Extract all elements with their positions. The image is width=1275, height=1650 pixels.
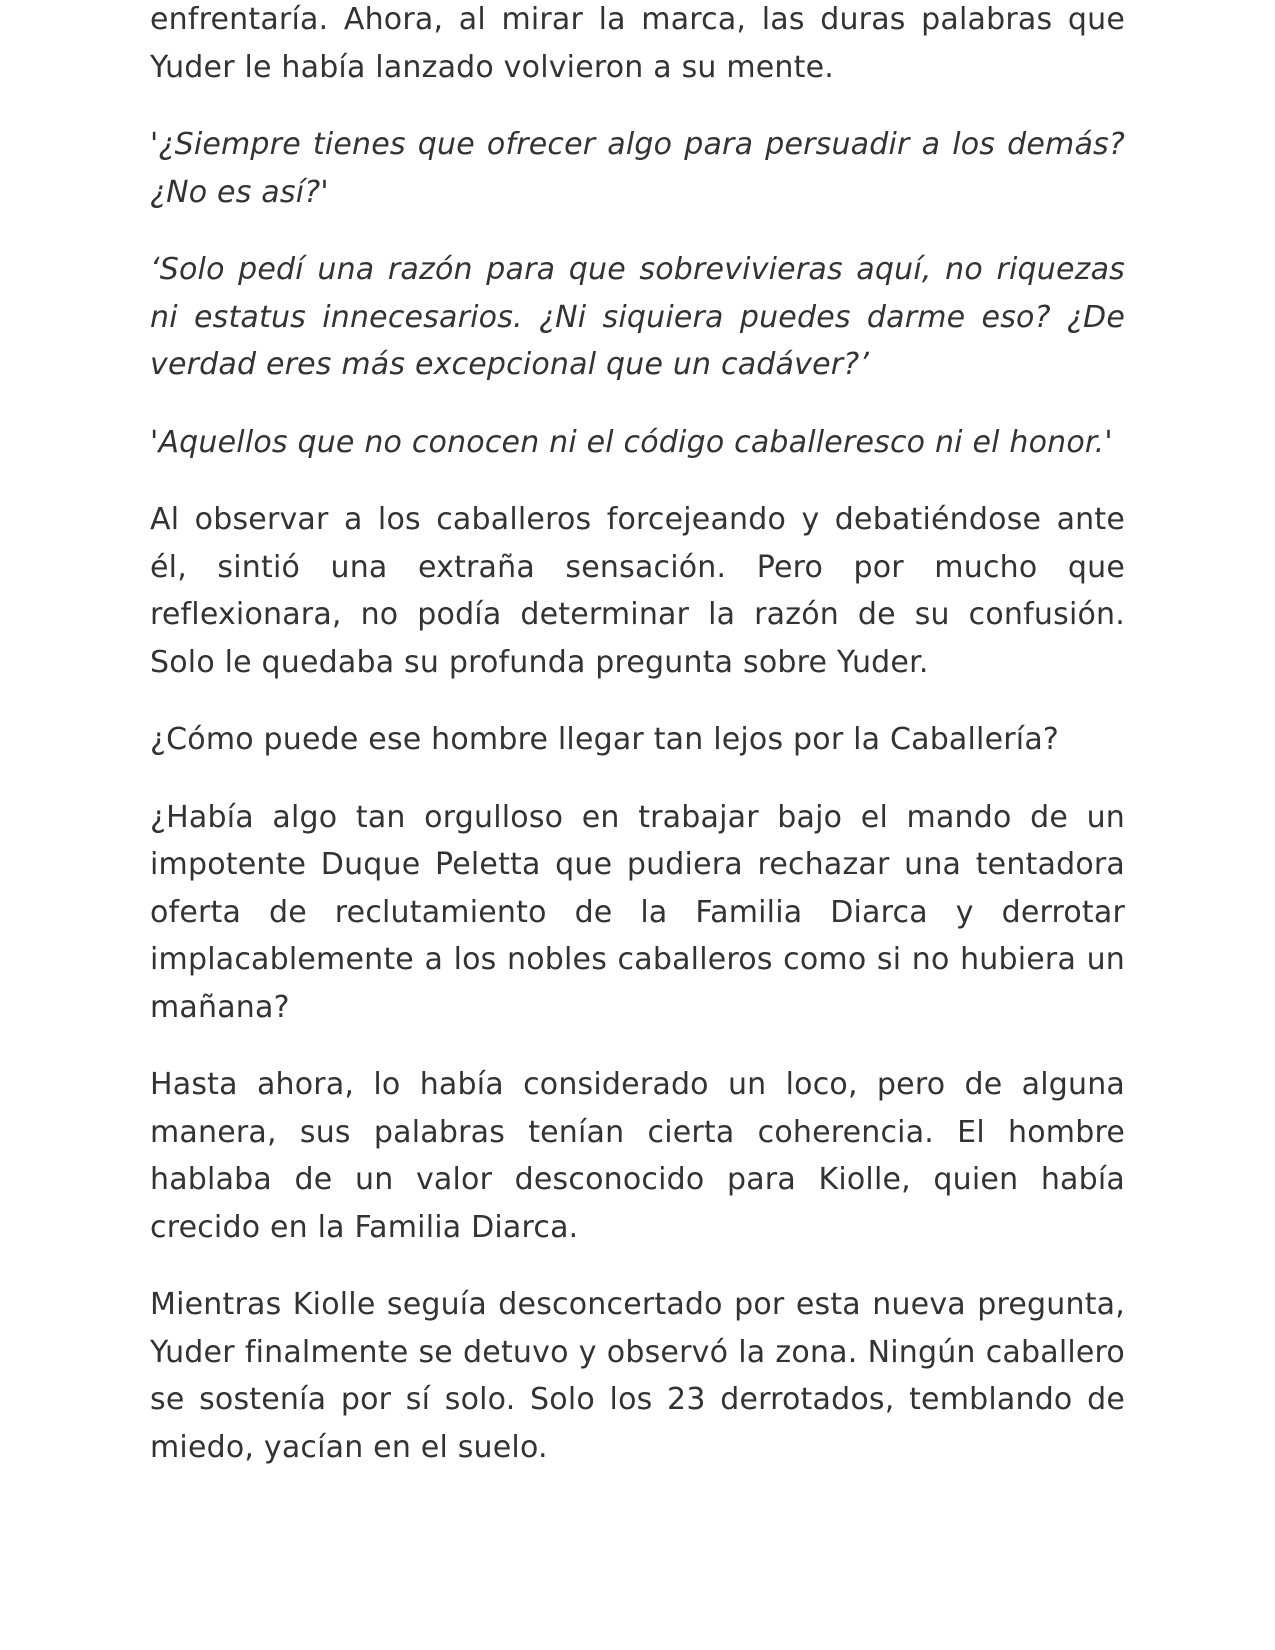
paragraph-8: Hasta ahora, lo había considerado un loco, pero de alguna manera, sus palabras tenían cierta coherencia. El hombre hablaba de un valor desconocido para Kiolle, quien había crecido en la Familia Diarca. bbox=[150, 1067, 1125, 1245]
paragraph-9: Mientras Kiolle seguía desconcertado por esta nueva pregunta, Yuder finalmente se detuvo y observó la zona. Ningún caballero se sostenía por sí solo. Solo los 23 derrotados, temblando de miedo, yacían en el suelo. bbox=[150, 1287, 1125, 1465]
paragraph-7: ¿Había algo tan orgulloso en trabajar bajo el mando de un impotente Duque Peletta que pudiera rechazar una tentadora oferta de reclutamiento de la Familia Diarca y derrotar implacablemente a los nobles caballeros como si no hubiera un mañana? bbox=[150, 799, 1125, 1025]
paragraph-5: Al observar a los caballeros forcejeando y debatiéndose ante él, sintió una extraña sensación. Pero por mucho que reflexionara, no podía determinar la razón de su confusión. Solo le quedaba su profunda pregunta sobre Yuder. bbox=[150, 502, 1125, 680]
paragraph-4-quote: 'Aquellos que no conocen ni el código caballeresco ni el honor.' bbox=[150, 424, 1113, 460]
paragraph-3-quote: ‘Solo pedí una razón para que sobrevivieras aquí, no riquezas ni estatus innecesarios. ¿Ni siquiera puedes darme eso? ¿De verdad eres más excepcional que un cadáver?’ bbox=[150, 252, 1125, 382]
paragraph-1: enfrentaría. Ahora, al mirar la marca, las duras palabras que Yuder le había lanzado volvieron a su mente. bbox=[150, 2, 1125, 85]
paragraph-2-quote: '¿Siempre tienes que ofrecer algo para persuadir a los demás? ¿No es así?' bbox=[150, 127, 1125, 210]
paragraph-6: ¿Cómo puede ese hombre llegar tan lejos por la Caballería? bbox=[150, 722, 1060, 757]
document-body bbox=[150, 0, 1125, 1501]
